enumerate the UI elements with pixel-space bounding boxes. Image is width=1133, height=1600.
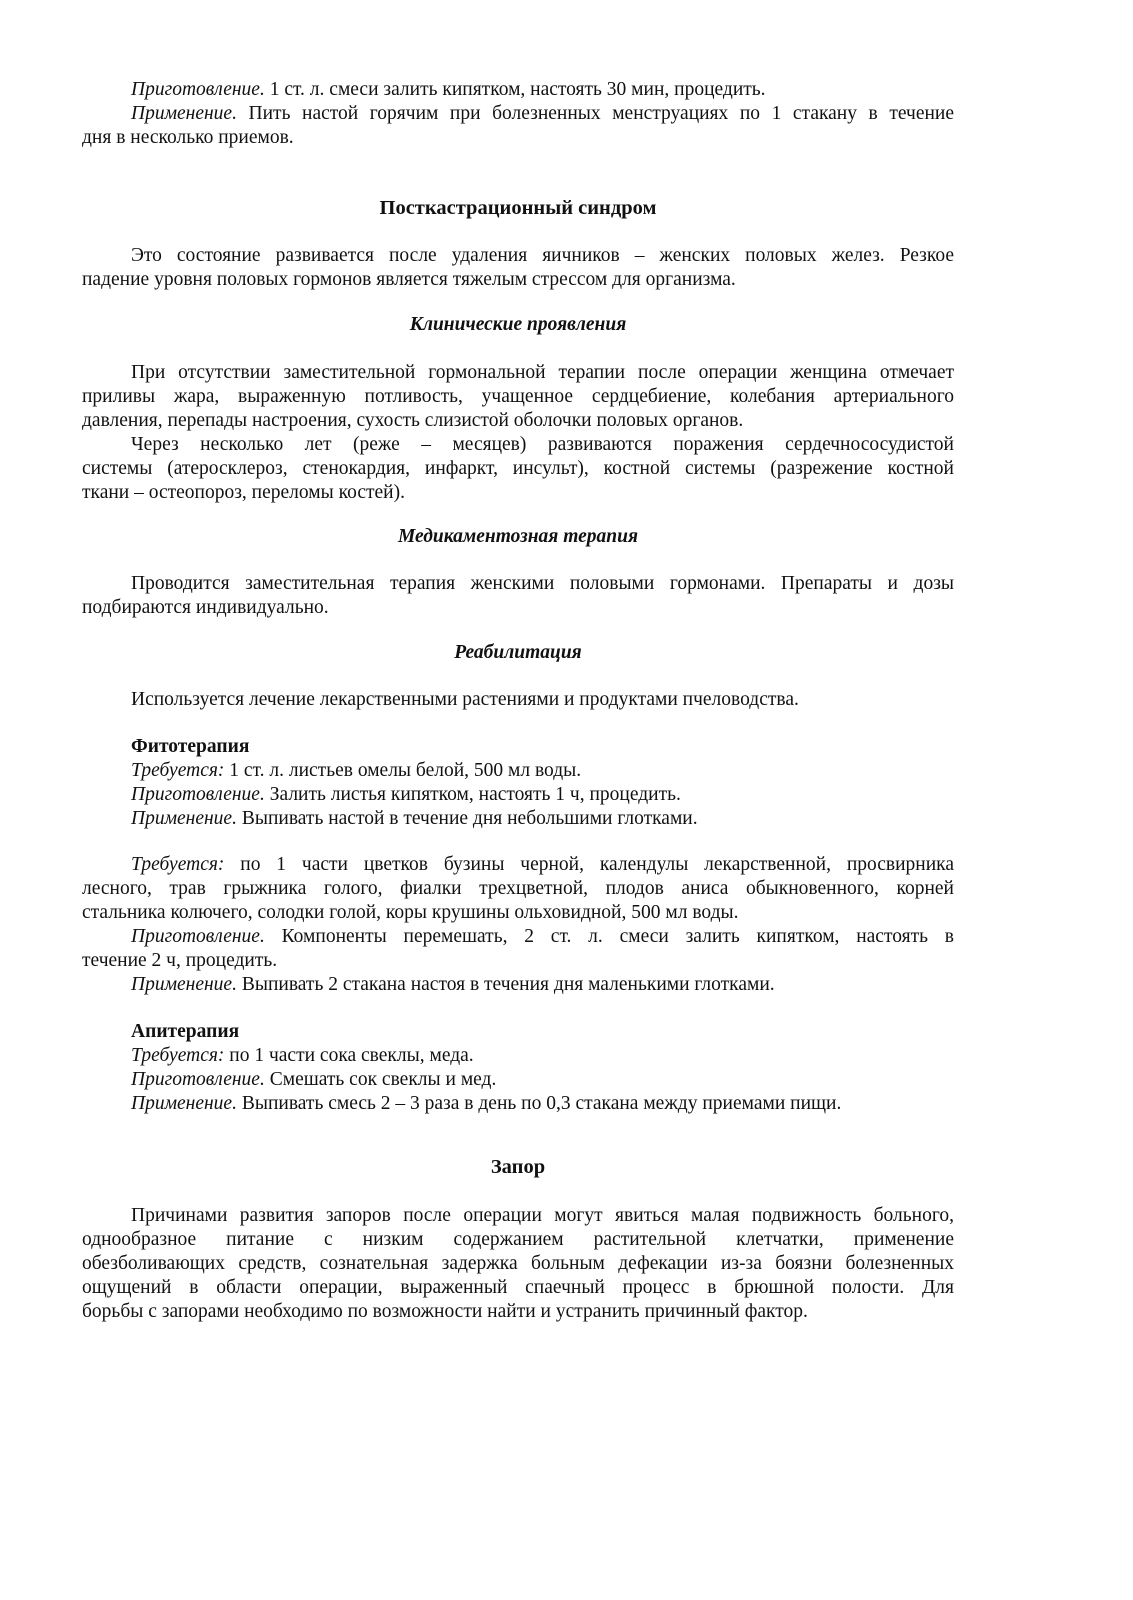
prep-text: 1 ст. л. смеси залить кипятком, настоять 30 мин, процедить. <box>269 79 766 100</box>
use-text: Выпивать настой в течение дня небольшими глотками. <box>241 808 698 829</box>
paragraph-line: При отсутствии заместительной гормональной терапии после операции женщина отмечает <box>131 362 954 383</box>
use-label: Применение. <box>131 1093 237 1114</box>
use-line-cont: дня в несколько приемов. <box>82 127 294 148</box>
subheading-clinical: Клинические проявления <box>409 314 627 335</box>
paragraph-line: ощущений в области операции, выраженный спаечный процесс в брюшной полости. Для <box>82 1277 954 1298</box>
paragraph-line: ткани – остеопороз, переломы костей). <box>82 482 405 503</box>
use-line <box>131 102 954 126</box>
subheading-rehab: Реабилитация <box>454 642 582 663</box>
paragraph-line: Через несколько лет (реже – месяцев) развиваются поражения сердечнососудистой <box>131 434 954 455</box>
paragraph-line: Это состояние развивается после удаления яичников – женских половых желез. Резкое <box>131 245 954 266</box>
section-title-constipation: Запор <box>490 1156 546 1178</box>
use-label: Применение. <box>131 808 237 829</box>
paragraph-line: Используется лечение лекарственными растениями и продуктами пчеловодства. <box>131 689 799 710</box>
recipe-line: лесного, трав грыжника голого, фиалки трехцветной, плодов аниса обыкновенного, корней <box>82 878 954 899</box>
paragraph-line: системы (атеросклероз, стенокардия, инфаркт, инсульт), костной системы (разрежение костной <box>82 458 954 479</box>
prep-label: Приготовление. <box>131 1069 265 1090</box>
paragraph-line: приливы жара, выраженную потливость, учащенное сердцебиение, колебания артериального <box>82 386 954 407</box>
recipe-line <box>131 807 954 831</box>
paragraph-line: борьбы с запорами необходимо по возможности найти и устранить причинный фактор. <box>82 1301 808 1322</box>
prep-line <box>131 78 954 102</box>
required-text: по 1 части сока свеклы, меда. <box>229 1045 474 1066</box>
prep-label: Приготовление. <box>131 79 265 100</box>
prep-text: Залить листья кипятком, настоять 1 ч, процедить. <box>269 784 681 805</box>
use-text: Пить настой горячим при болезненных менструациях по 1 стакану в течение <box>248 103 954 124</box>
recipe-line: течение 2 ч, процедить. <box>82 950 278 971</box>
paragraph-line: падение уровня половых гормонов является тяжелым стрессом для организма. <box>82 269 736 290</box>
required-label: Требуется: <box>131 760 225 781</box>
recipe-line <box>131 759 954 783</box>
recipe-line <box>131 1044 954 1068</box>
prep-label: Приготовление. <box>131 784 265 805</box>
recipe-line <box>131 1092 954 1116</box>
recipe-line <box>131 853 954 877</box>
paragraph-line: однообразное питание с низким содержанием растительной клетчатки, применение <box>82 1229 954 1250</box>
recipe-line <box>131 925 954 949</box>
recipe-line: стальника колючего, солодки голой, коры крушины ольховидной, 500 мл воды. <box>82 902 739 923</box>
recipe-line <box>131 1068 954 1092</box>
use-label: Применение. <box>131 974 237 995</box>
use-text: Выпивать 2 стакана настоя в течения дня маленькими глотками. <box>241 974 775 995</box>
required-label: Требуется: <box>131 1045 225 1066</box>
prep-label: Приготовление. <box>131 926 265 947</box>
paragraph-line: Проводится заместительная терапия женскими половыми гормонами. Препараты и дозы <box>131 573 954 594</box>
paragraph-line: обезболивающих средств, сознательная задержка больным дефекации из-за боязни болезненных <box>82 1253 954 1274</box>
required-label: Требуется: <box>131 854 225 875</box>
prep-text: Компоненты перемешать, 2 ст. л. смеси залить кипятком, настоять в <box>281 926 954 947</box>
paragraph-line: подбираются индивидуально. <box>82 597 329 618</box>
recipe-line <box>131 973 954 997</box>
paragraph-line: Причинами развития запоров после операции могут явиться малая подвижность больного, <box>131 1205 954 1226</box>
paragraph-line: давления, перепады настроения, сухость слизистой оболочки половых органов. <box>82 410 744 431</box>
section-title-postcastration: Посткастрационный синдром <box>379 197 657 219</box>
recipe-line <box>131 783 954 807</box>
prep-text: Смешать сок свеклы и мед. <box>269 1069 497 1090</box>
subheading-phytotherapy: Фитотерапия <box>131 736 250 757</box>
use-text: Выпивать смесь 2 – 3 раза в день по 0,3 стакана между приемами пищи. <box>241 1093 842 1114</box>
subheading-drug-therapy: Медикаментозная терапия <box>397 526 639 547</box>
required-text: по 1 части цветков бузины черной, календулы лекарственной, просвирника <box>240 854 954 875</box>
use-label: Применение. <box>131 103 237 124</box>
required-text: 1 ст. л. листьев омелы белой, 500 мл воды. <box>229 760 582 781</box>
subheading-apitherapy: Апитерапия <box>131 1021 240 1042</box>
